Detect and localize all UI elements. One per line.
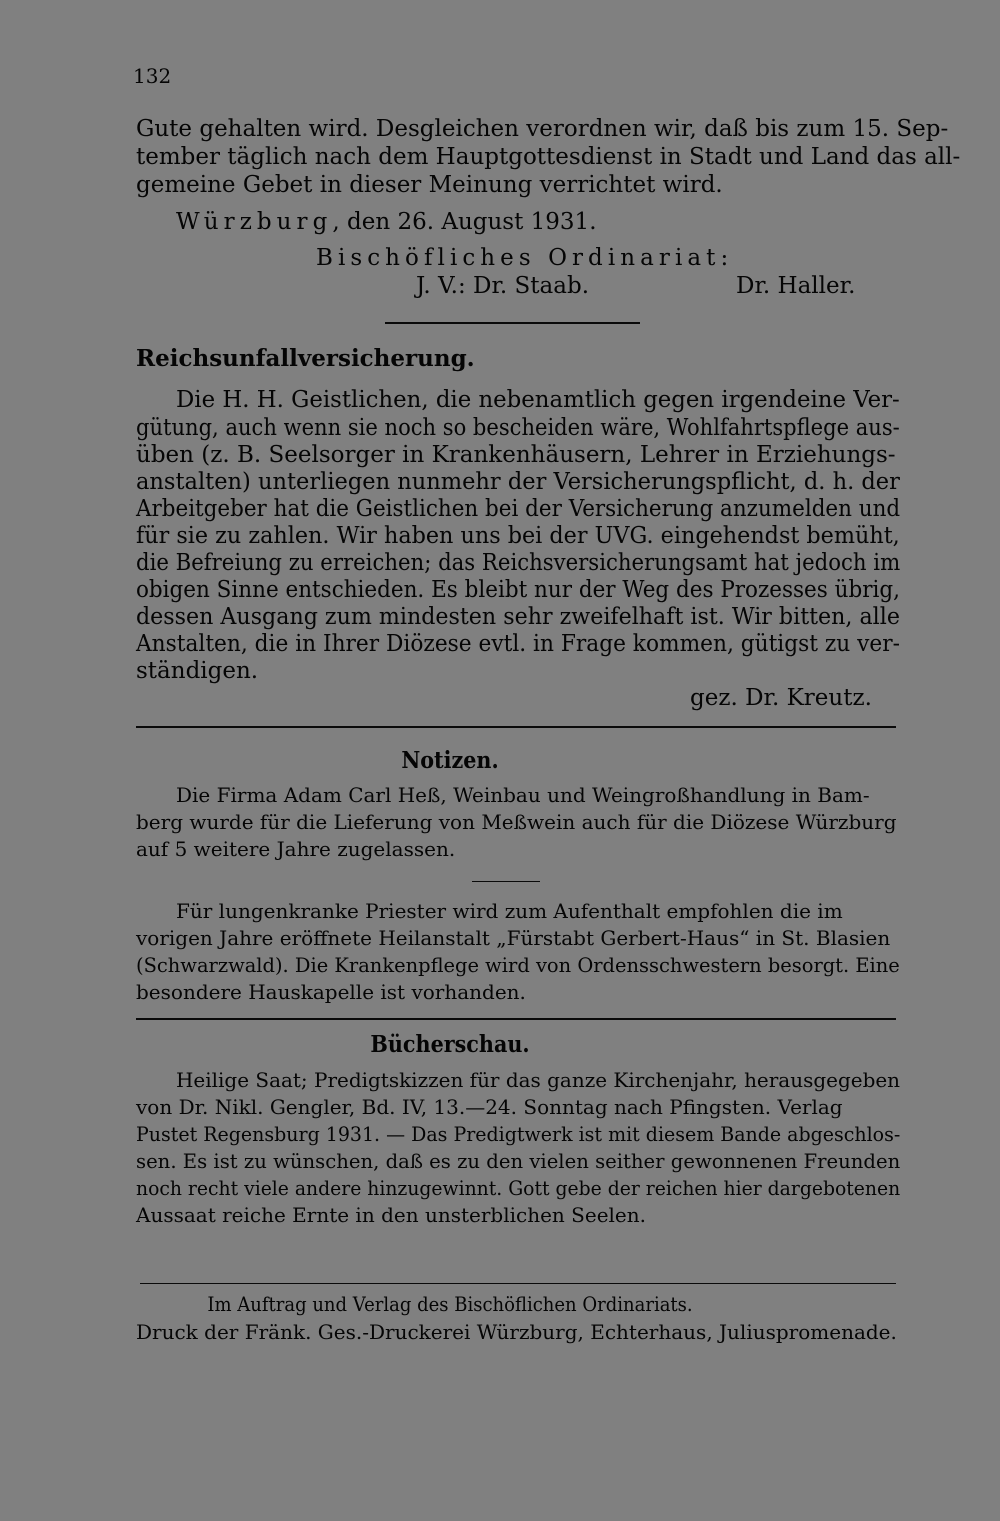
reichsunfall-signature: gez. Dr. Kreutz. (690, 685, 872, 711)
decree-date: , den 26. August 1931. (332, 209, 597, 235)
reichsunfall-line-1: Die H. H. Geistlichen, die nebenamtlich gegen irgendeine Ver- (176, 387, 900, 413)
reichsunfall-line-11: ständigen. (136, 658, 259, 684)
place-name: Würzburg (176, 209, 333, 235)
buecherschau-line-3: Pustet Regensburg 1931. — Das Predigtwerk ist mit diesem Bande abgeschlos- (136, 1122, 901, 1146)
buecherschau-line-4: sen. Es ist zu wünschen, daß es zu den vielen seither gewonnenen Freunden (136, 1149, 901, 1173)
full-divider-2 (136, 1018, 896, 1020)
reichsunfall-line-5: Arbeitgeber hat die Geistlichen bei der Versicherung anzumelden und (136, 496, 901, 522)
reichsunfall-line-9: dessen Ausgang zum mindesten sehr zweifelhaft ist. Wir bitten, alle (136, 604, 900, 630)
reichsunfall-line-6: für sie zu zahlen. Wir haben uns bei der UVG. eingehendst bemüht, (136, 523, 900, 549)
notizen-para2-line-4: besondere Hauskapelle ist vorhanden. (136, 980, 526, 1004)
decree-line-2: tember täglich nach dem Hauptgottesdienst in Stadt und Land das all- (136, 144, 961, 170)
buecherschau-line-5: noch recht viele andere hinzugewinnt. Gott gebe der reichen hier dargebotenen (136, 1176, 901, 1200)
notizen-para2-line-1: Für lungenkranke Priester wird zum Aufenthalt empfohlen die im (176, 899, 843, 923)
reichsunfall-line-8: obigen Sinne entschieden. Es bleibt nur der Weg des Prozesses übrig, (136, 577, 900, 603)
short-divider-2 (472, 881, 540, 882)
footer-divider (140, 1283, 896, 1284)
footer-publisher: Im Auftrag und Verlag des Bischöflichen Ordinariats. (207, 1292, 693, 1316)
authority-line: Bischöfliches Ordinariat: (316, 245, 734, 271)
buecherschau-line-6: Aussaat reiche Ernte in den unsterblichen Seelen. (136, 1203, 646, 1227)
signatory-haller: Dr. Haller. (736, 273, 856, 299)
buecherschau-line-2: von Dr. Nikl. Gengler, Bd. IV, 13.—24. Sonntag nach Pfingsten. Verlag (136, 1095, 843, 1119)
notizen-para2-line-3: (Schwarzwald). Die Krankenpflege wird von Ordensschwestern besorgt. Eine (136, 953, 900, 977)
notizen-para1-line-2: berg wurde für die Lieferung von Meßwein auch für die Diözese Würzburg (136, 810, 897, 834)
reichsunfall-line-10: Anstalten, die in Ihrer Diözese evtl. in Frage kommen, gütigst zu ver- (136, 631, 900, 657)
footer-printer: Druck der Fränk. Ges.-Druckerei Würzburg, Echterhaus, Juliuspromenade. (136, 1320, 897, 1344)
notizen-para1-line-1: Die Firma Adam Carl Heß, Weinbau und Weingroßhandlung in Bam- (176, 783, 870, 807)
reichsunfall-line-2: gütung, auch wenn sie noch so bescheiden wäre, Wohlfahrtspflege aus- (136, 415, 900, 441)
decree-line-1: Gute gehalten wird. Desgleichen verordnen wir, daß bis zum 15. Sep- (136, 116, 949, 142)
full-divider-1 (136, 726, 896, 728)
decree-place-date (176, 209, 597, 235)
page-number: 132 (133, 64, 172, 88)
decree-line-3: gemeine Gebet in dieser Meinung verrichtet wird. (136, 172, 723, 198)
section-heading-reichsunfallversicherung: Reichsunfallversicherung. (136, 345, 475, 372)
buecherschau-line-1: Heilige Saat; Predigtskizzen für das ganze Kirchenjahr, herausgegeben (176, 1068, 901, 1092)
notizen-para1-line-3: auf 5 weitere Jahre zugelassen. (136, 837, 456, 861)
section-heading-buecherschau: Bücherschau. (370, 1031, 530, 1058)
reichsunfall-line-3: üben (z. B. Seelsorger in Krankenhäusern, Lehrer in Erziehungs- (136, 442, 896, 468)
reichsunfall-line-7: die Befreiung zu erreichen; das Reichsversicherungsamt hat jedoch im (136, 550, 901, 576)
section-heading-notizen: Notizen. (401, 747, 499, 774)
notizen-para2-line-2: vorigen Jahre eröffnete Heilanstalt „Fürstabt Gerbert-Haus“ in St. Blasien (136, 926, 891, 950)
reichsunfall-line-4: anstalten) unterliegen nunmehr der Versicherungspflicht, d. h. der (136, 469, 900, 495)
signatory-staab: J. V.: Dr. Staab. (416, 273, 590, 299)
short-divider-1 (385, 322, 640, 324)
